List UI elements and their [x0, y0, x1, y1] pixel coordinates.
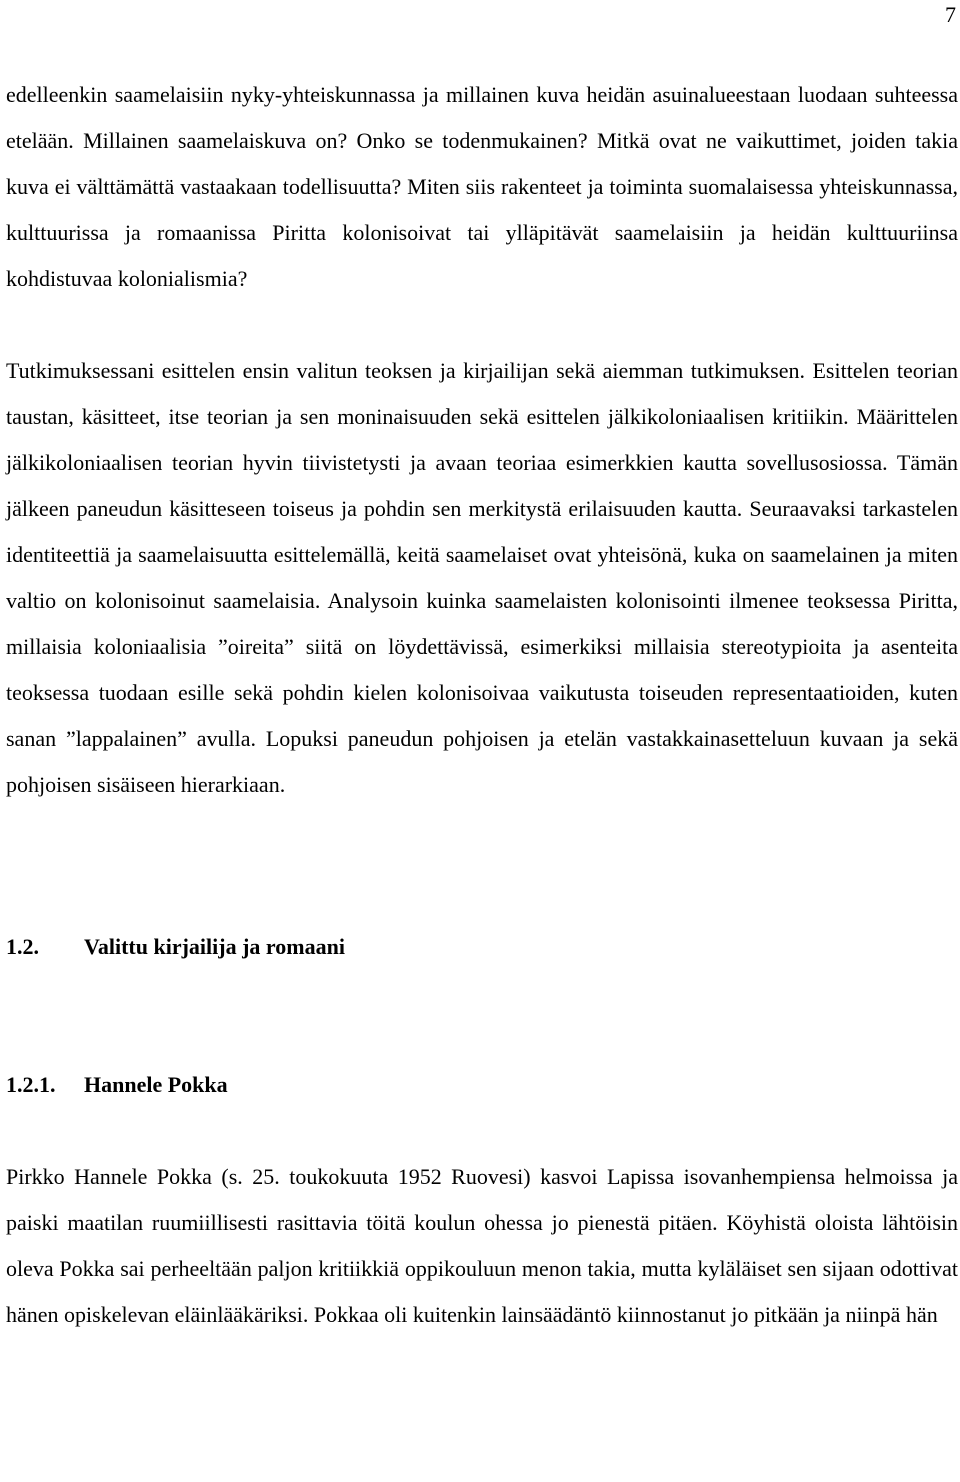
page-number: 7 [945, 2, 956, 27]
subsection-heading [6, 1062, 958, 1108]
section-heading [6, 924, 958, 970]
subsection-title: Hannele Pokka [84, 1072, 228, 1097]
structure-paragraph: Tutkimuksessani esittelen ensin valitun teoksen ja kirjailijan sekä aiemman tutkimuksen. Esittelen teorian taustan, käsitteet, itse teorian ja sen moninaisuuden sekä esittelen jälkikoloniaalisen kritiikin. Määrittelen jälkikoloniaalisen teorian hyvin tiivistetysti ja avaan teoriaa esimerkkien kautta sovellusosiossa. Tämän jälkeen paneudun käsitteseen toiseus ja pohdin sen merkitystä erilaisuuden kautta. Seuraavaksi tarkastelen identiteettiä ja saamelaisuutta esittelemällä, keitä saamelaiset ovat yhteisönä, kuka on saamelainen ja miten valtio on kolonisoinut saamelaisia. Analysoin kuinka saamelaisten kolonisointi ilmenee teoksessa Piritta, millaisia koloniaalisia ”oireita” siitä on löydettävissä, esimerkiksi millaisia stereotypioita ja asenteita teoksessa tuodaan esille sekä pohdin kielen kolonisoivaa vaikutusta toiseuden representaatioiden, kuten sanan ”lappalainen” avulla. Lopuksi paneudun pohjoisen ja etelän vastakkainasetteluun kuvaan ja sekä pohjoisen sisäiseen hierarkiaan. [6, 358, 958, 797]
section-title: Valittu kirjailija ja romaani [84, 934, 345, 959]
subsection-number: 1.2.1. [6, 1072, 56, 1097]
section-number: 1.2. [6, 934, 39, 959]
document-body [6, 72, 958, 1338]
biography-paragraph: Pirkko Hannele Pokka (s. 25. toukokuuta 1952 Ruovesi) kasvoi Lapissa isovanhempiensa helmoissa ja paiski maatilan ruumiillisesti rasittavia töitä koulun ohessa jo pienestä pitäen. Köyhistä oloista lähtöisin oleva Pokka sai perheeltään paljon kritiikkiä oppikouluun menon takia, mutta kyläläiset sen sijaan odottivat hänen opiskelevan eläinlääkäriksi. Pokkaa oli kuitenkin lainsäädäntö kiinnostanut jo pitkään ja niinpä hän [6, 1164, 958, 1327]
intro-paragraph: edelleenkin saamelaisiin nyky-yhteiskunnassa ja millainen kuva heidän asuinalueestaan luodaan suhteessa etelään. Millainen saamelaiskuva on? Onko se todenmukainen? Mitkä ovat ne vaikuttimet, joiden takia kuva ei välttämättä vastaakaan todellisuutta? Miten siis rakenteet ja toiminta suomalaisessa yhteiskunnassa, kulttuurissa ja romaanissa Piritta kolonisoivat tai ylläpitävät saamelaisiin ja heidän kulttuuriinsa kohdistuvaa kolonialismia? [6, 82, 958, 291]
